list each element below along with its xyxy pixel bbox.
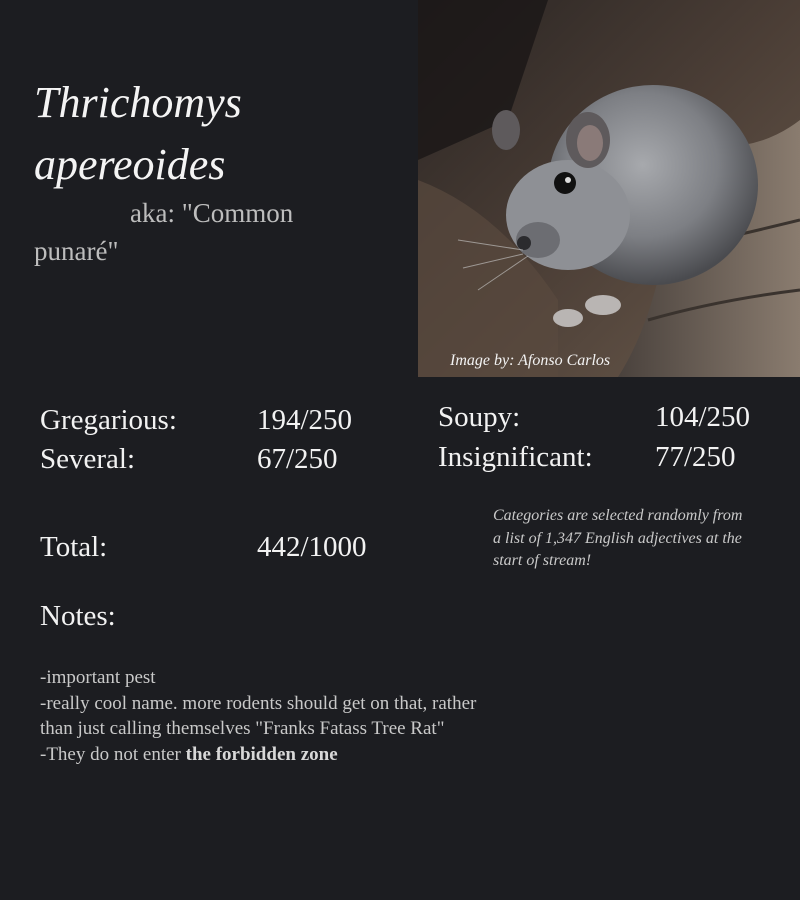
- stat-total-label: Total:: [40, 531, 108, 563]
- notes-line-text: -They do not enter: [40, 743, 186, 765]
- species-scientific-name: Thrichomys apereoides: [34, 78, 242, 189]
- stat-gregarious-value: 194/250: [257, 404, 353, 436]
- rodent-photo-illustration: [418, 0, 800, 377]
- species-common-name: aka: "Common punaré": [34, 198, 294, 266]
- stat-soupy-label: Soupy:: [438, 401, 521, 433]
- notes-emphasis: the forbidden zone: [185, 743, 338, 765]
- stat-insignificant-label: Insignificant:: [438, 441, 593, 473]
- rodent-photo: [418, 0, 800, 377]
- notes-list: [40, 665, 510, 767]
- category-explanation: Categories are selected randomly from a list of 1,347 English adjectives at the start of stream!: [493, 507, 743, 569]
- photo-credit: Image by: Afonso Carlos: [450, 352, 611, 369]
- stat-soupy-value: 104/250: [655, 401, 751, 433]
- stat-several-label: Several:: [40, 443, 136, 475]
- notes-line: [40, 742, 510, 768]
- stat-total-value: 442/1000: [257, 531, 367, 563]
- notes-title: Notes:: [40, 600, 116, 632]
- stat-gregarious-label: Gregarious:: [40, 404, 177, 436]
- notes-line: -important pest: [40, 667, 156, 688]
- stat-insignificant-value: 77/250: [655, 441, 736, 473]
- stat-several-value: 67/250: [257, 443, 338, 475]
- notes-line: -really cool name. more rodents should get on that, rather than just calling themselves "Franks Fatass Tree Rat": [40, 692, 477, 739]
